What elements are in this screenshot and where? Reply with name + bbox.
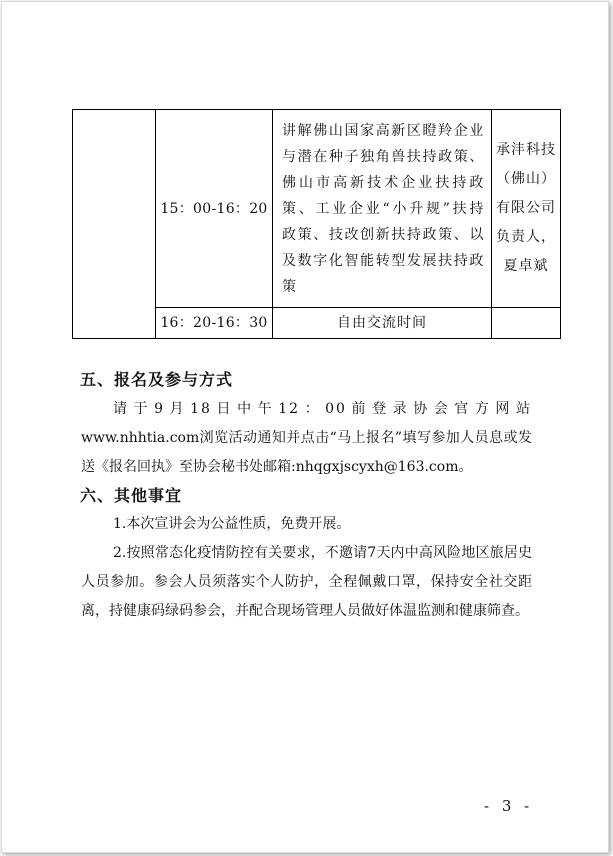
table-cell-content: 讲解佛山国家高新区瞪羚企业与潜在种子独角兽扶持政策、佛山市高新技术企业扶持政策、工业企业“小升规”扶持政策、技改创新扶持政策、以及数字化智能转型发展扶持政策 [273, 110, 492, 308]
table-cell-time: 16：20-16：30 [156, 308, 273, 339]
table-row [73, 110, 561, 308]
section-heading: 六、其他事宜 [80, 486, 183, 505]
paragraph-line: 请于9月18日中午12：00前登录协会官方网站 [113, 401, 532, 417]
paragraph: 1.本次宣讲会为公益性质，免费开展。 [113, 516, 351, 532]
table-cell-speaker [492, 308, 561, 339]
table-cell-blank [73, 110, 156, 339]
table-cell-time: 15：00-16：20 [156, 110, 273, 308]
table-cell-speaker: 承沣科技（佛山）有限公司负责人，夏卓斌 [492, 110, 561, 308]
paragraph: 2.按照常态化疫情防控有关要求，不邀请7天内中高风险地区旅居史人员参加。参会人员须落实个人防护，全程佩戴口罩，保持安全社交距离，持健康码绿码参会，并配合现场管理人员做好体温监测和健康筛查。 [81, 545, 532, 619]
table-cell-content: 自由交流时间 [273, 308, 492, 339]
paragraph: www.nhhtia.com浏览活动通知并点击“马上报名”填写参加人员息或发送《报名回执》至协会秘书处邮箱:nhqgxjscyxh@163.com。 [81, 430, 532, 475]
page-number: - 3 - [484, 797, 534, 815]
schedule-table [72, 109, 561, 339]
document-page [1, 1, 609, 853]
section-heading: 五、报名及参与方式 [80, 370, 234, 389]
